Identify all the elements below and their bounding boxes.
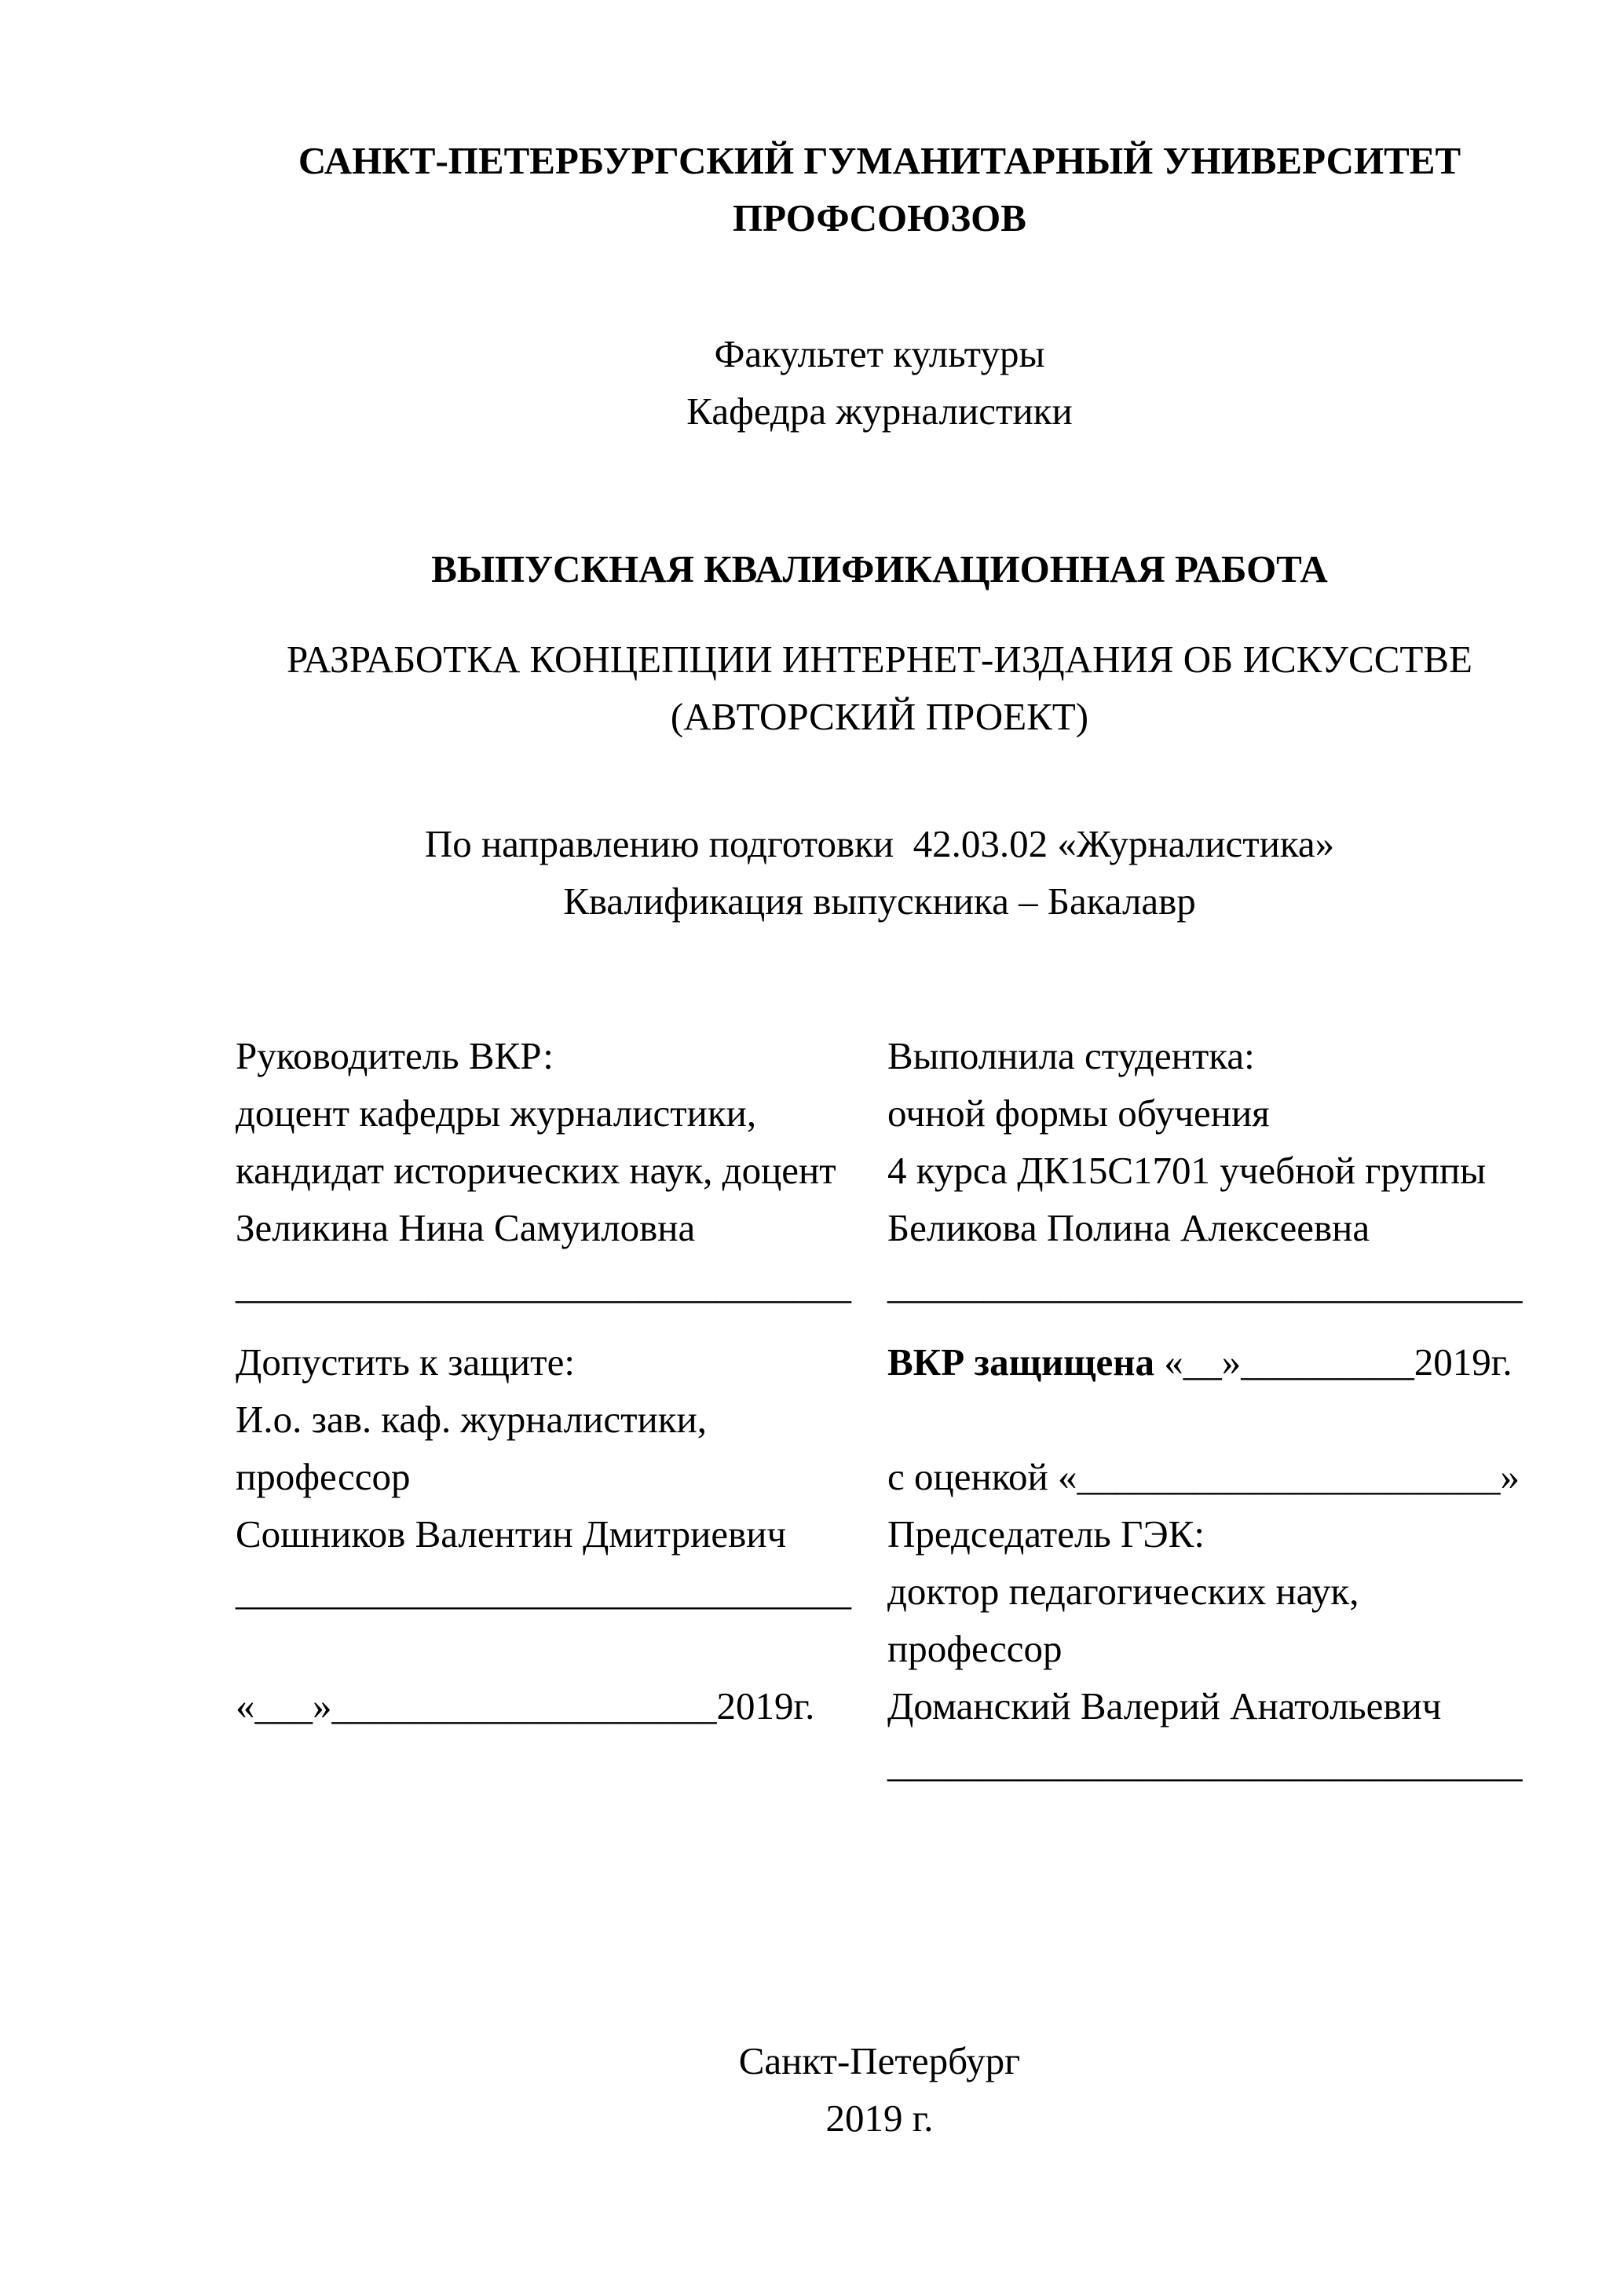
qualification-line: Квалификация выпускника – Бакалавр <box>563 879 1196 923</box>
approval-columns <box>236 1333 1523 1792</box>
defense-grade-line: с оценкой «______________________» <box>887 1455 1520 1498</box>
supervisor-position-1: доцент кафедры журналистики, <box>236 1091 757 1135</box>
work-type-heading: ВЫПУСКНАЯ КВАЛИФИКАЦИОННАЯ РАБОТА <box>431 547 1328 590</box>
supervisor-name: Зеликина Нина Самуиловна <box>236 1206 696 1249</box>
defense-date-line <box>887 1333 1523 1391</box>
direction-line: По направлению подготовки 42.03.02 «Журналистика» <box>424 822 1335 865</box>
footer-block <box>236 2032 1523 2147</box>
admission-name: Сошников Валентин Дмитриевич <box>236 1512 787 1556</box>
work-title-line2: (АВТОРСКИЙ ПРОЕКТ) <box>670 695 1089 738</box>
faculty-line: Факультет культуры <box>714 332 1045 375</box>
supervisor-role: Руководитель ВКР: <box>236 1034 554 1077</box>
student-role: Выполнила студентка: <box>887 1034 1255 1077</box>
student-group: 4 курса ДК15С1701 учебной группы <box>887 1149 1487 1192</box>
work-title-line1: РАЗРАБОТКА КОНЦЕПЦИИ ИНТЕРНЕТ-ИЗДАНИЯ ОБ ИСКУССТВЕ <box>287 638 1472 681</box>
faculty-department-block <box>236 325 1523 440</box>
admission-title: Допустить к защите: <box>236 1340 575 1384</box>
student-name: Беликова Полина Алексеевна <box>887 1206 1370 1249</box>
footer-year: 2019 г. <box>825 2097 934 2140</box>
chairman-title: Председатель ГЭК: <box>887 1512 1205 1556</box>
defense-defended-date: «__»_________2019г. <box>1154 1340 1512 1384</box>
admission-position-1: И.о. зав. каф. журналистики, <box>236 1398 708 1441</box>
direction-block <box>236 815 1523 930</box>
defense-spacer <box>887 1391 1523 1448</box>
student-study-form: очной формы обучения <box>887 1091 1270 1135</box>
student-block <box>887 1027 1523 1314</box>
department-line: Кафедра журналистики <box>686 389 1073 433</box>
people-columns <box>236 1027 1523 1314</box>
admission-spacer <box>236 1620 887 1677</box>
student-signature-line: _________________________________ <box>887 1263 1523 1307</box>
admission-block <box>236 1333 887 1735</box>
defense-signature-line: _________________________________ <box>887 1742 1523 1785</box>
work-title-block <box>236 631 1523 745</box>
admission-date-line: «___»____________________2019г. <box>236 1684 815 1727</box>
footer-city: Санкт-Петербург <box>738 2039 1021 2082</box>
work-type-block <box>236 540 1523 598</box>
university-header <box>236 132 1523 247</box>
defense-defended-label: ВКР защищена <box>887 1340 1155 1384</box>
supervisor-block <box>236 1027 887 1314</box>
university-name-line1: САНКТ-ПЕТЕРБУРГСКИЙ ГУМАНИТАРНЫЙ УНИВЕРСИТЕТ <box>298 139 1461 182</box>
supervisor-signature-line: ________________________________ <box>236 1263 851 1307</box>
defense-block <box>887 1333 1523 1792</box>
university-name-line2: ПРОФСОЮЗОВ <box>733 196 1026 239</box>
chairman-name: Доманский Валерий Анатольевич <box>887 1684 1442 1727</box>
admission-signature-line: ________________________________ <box>236 1570 851 1613</box>
chairman-degree: доктор педагогических наук, <box>887 1570 1359 1613</box>
admission-position-2: профессор <box>236 1455 411 1498</box>
chairman-position: профессор <box>887 1627 1063 1670</box>
supervisor-position-2: кандидат исторических наук, доцент <box>236 1149 836 1192</box>
